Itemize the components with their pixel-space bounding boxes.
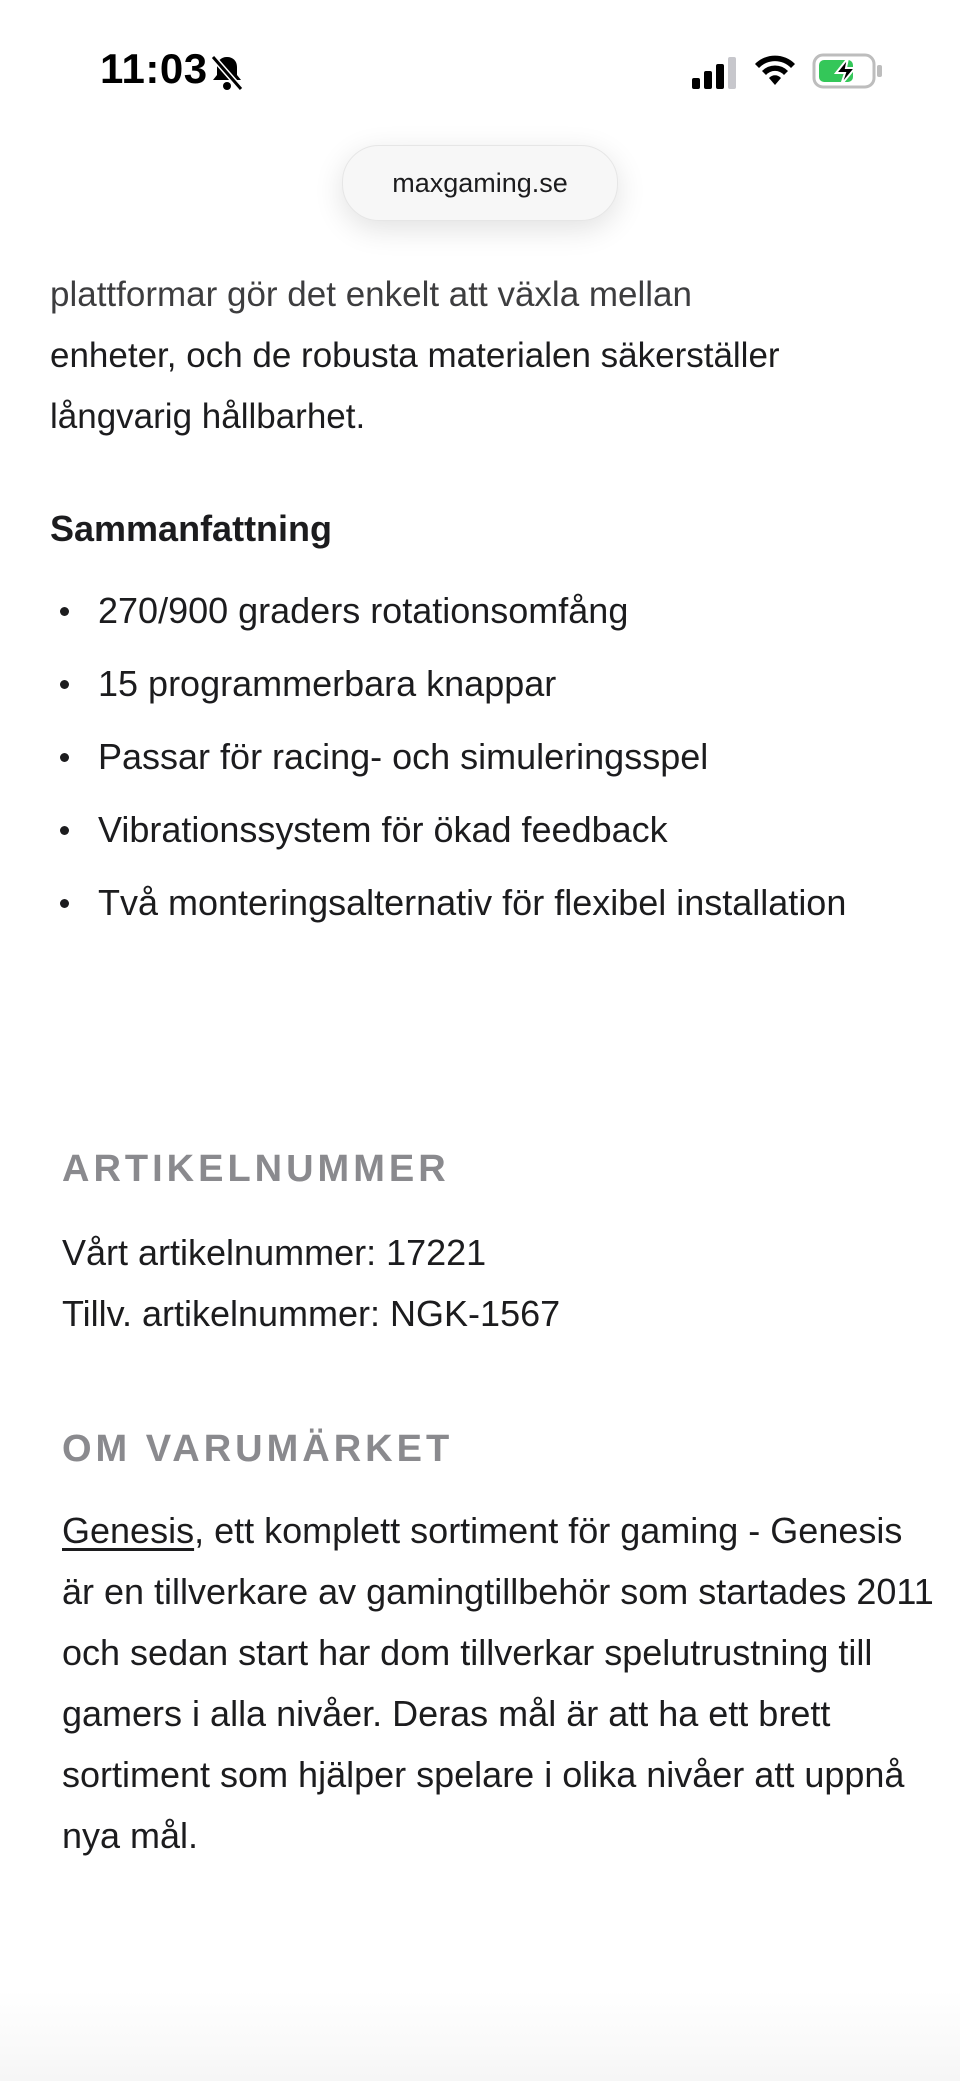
signal-icon: [690, 56, 740, 90]
brand-heading: OM VARUMÄRKET: [62, 1428, 454, 1470]
list-item: 270/900 graders rotationsomfång: [50, 580, 910, 642]
summary-title: Sammanfattning: [50, 508, 333, 549]
description-line: långvarig hållbarhet.: [50, 397, 366, 436]
article-number-heading: ARTIKELNUMMER: [62, 1148, 450, 1190]
clock: 11:03: [100, 45, 208, 92]
summary-list: [50, 580, 910, 945]
manufacturer-article-number: Tillv. artikelnummer: NGK-1567: [62, 1293, 561, 1334]
list-item: Passar för racing- och simuleringsspel: [50, 726, 910, 788]
brand-link[interactable]: Genesis: [62, 1510, 195, 1551]
description-partial-line: plattformar gör det enkelt att växla mellan: [50, 275, 692, 314]
description-line: enheter, och de robusta materialen säkerställer: [50, 336, 780, 375]
list-item: Två monteringsalternativ för flexibel installation: [50, 872, 910, 934]
brand-description: [62, 1500, 942, 1866]
list-item: 15 programmerbara knappar: [50, 653, 910, 715]
article-numbers: [62, 1222, 560, 1344]
list-item: Vibrationssystem för ökad feedback: [50, 799, 910, 861]
brand-text: , ett komplett sortiment för gaming - Genesis är en tillverkare av gamingtillbehör som startades 2011 och sedan start har dom tillverkar spelutrustning till gamers i alla nivåer. Deras mål är att ha ett brett sortiment som hjälper spelare i olika nivåer att uppnå nya mål.: [62, 1510, 934, 1856]
product-description: [50, 264, 930, 447]
status-bar: [0, 0, 960, 140]
our-article-number: Vårt artikelnummer: 17221: [62, 1232, 487, 1273]
bottom-fade: [0, 1990, 960, 2081]
battery-charging-icon: [812, 52, 884, 90]
address-bar[interactable]: [342, 145, 618, 221]
bell-slash-icon: [210, 54, 244, 92]
url-text: maxgaming.se: [392, 167, 568, 198]
wifi-icon: [752, 52, 798, 88]
